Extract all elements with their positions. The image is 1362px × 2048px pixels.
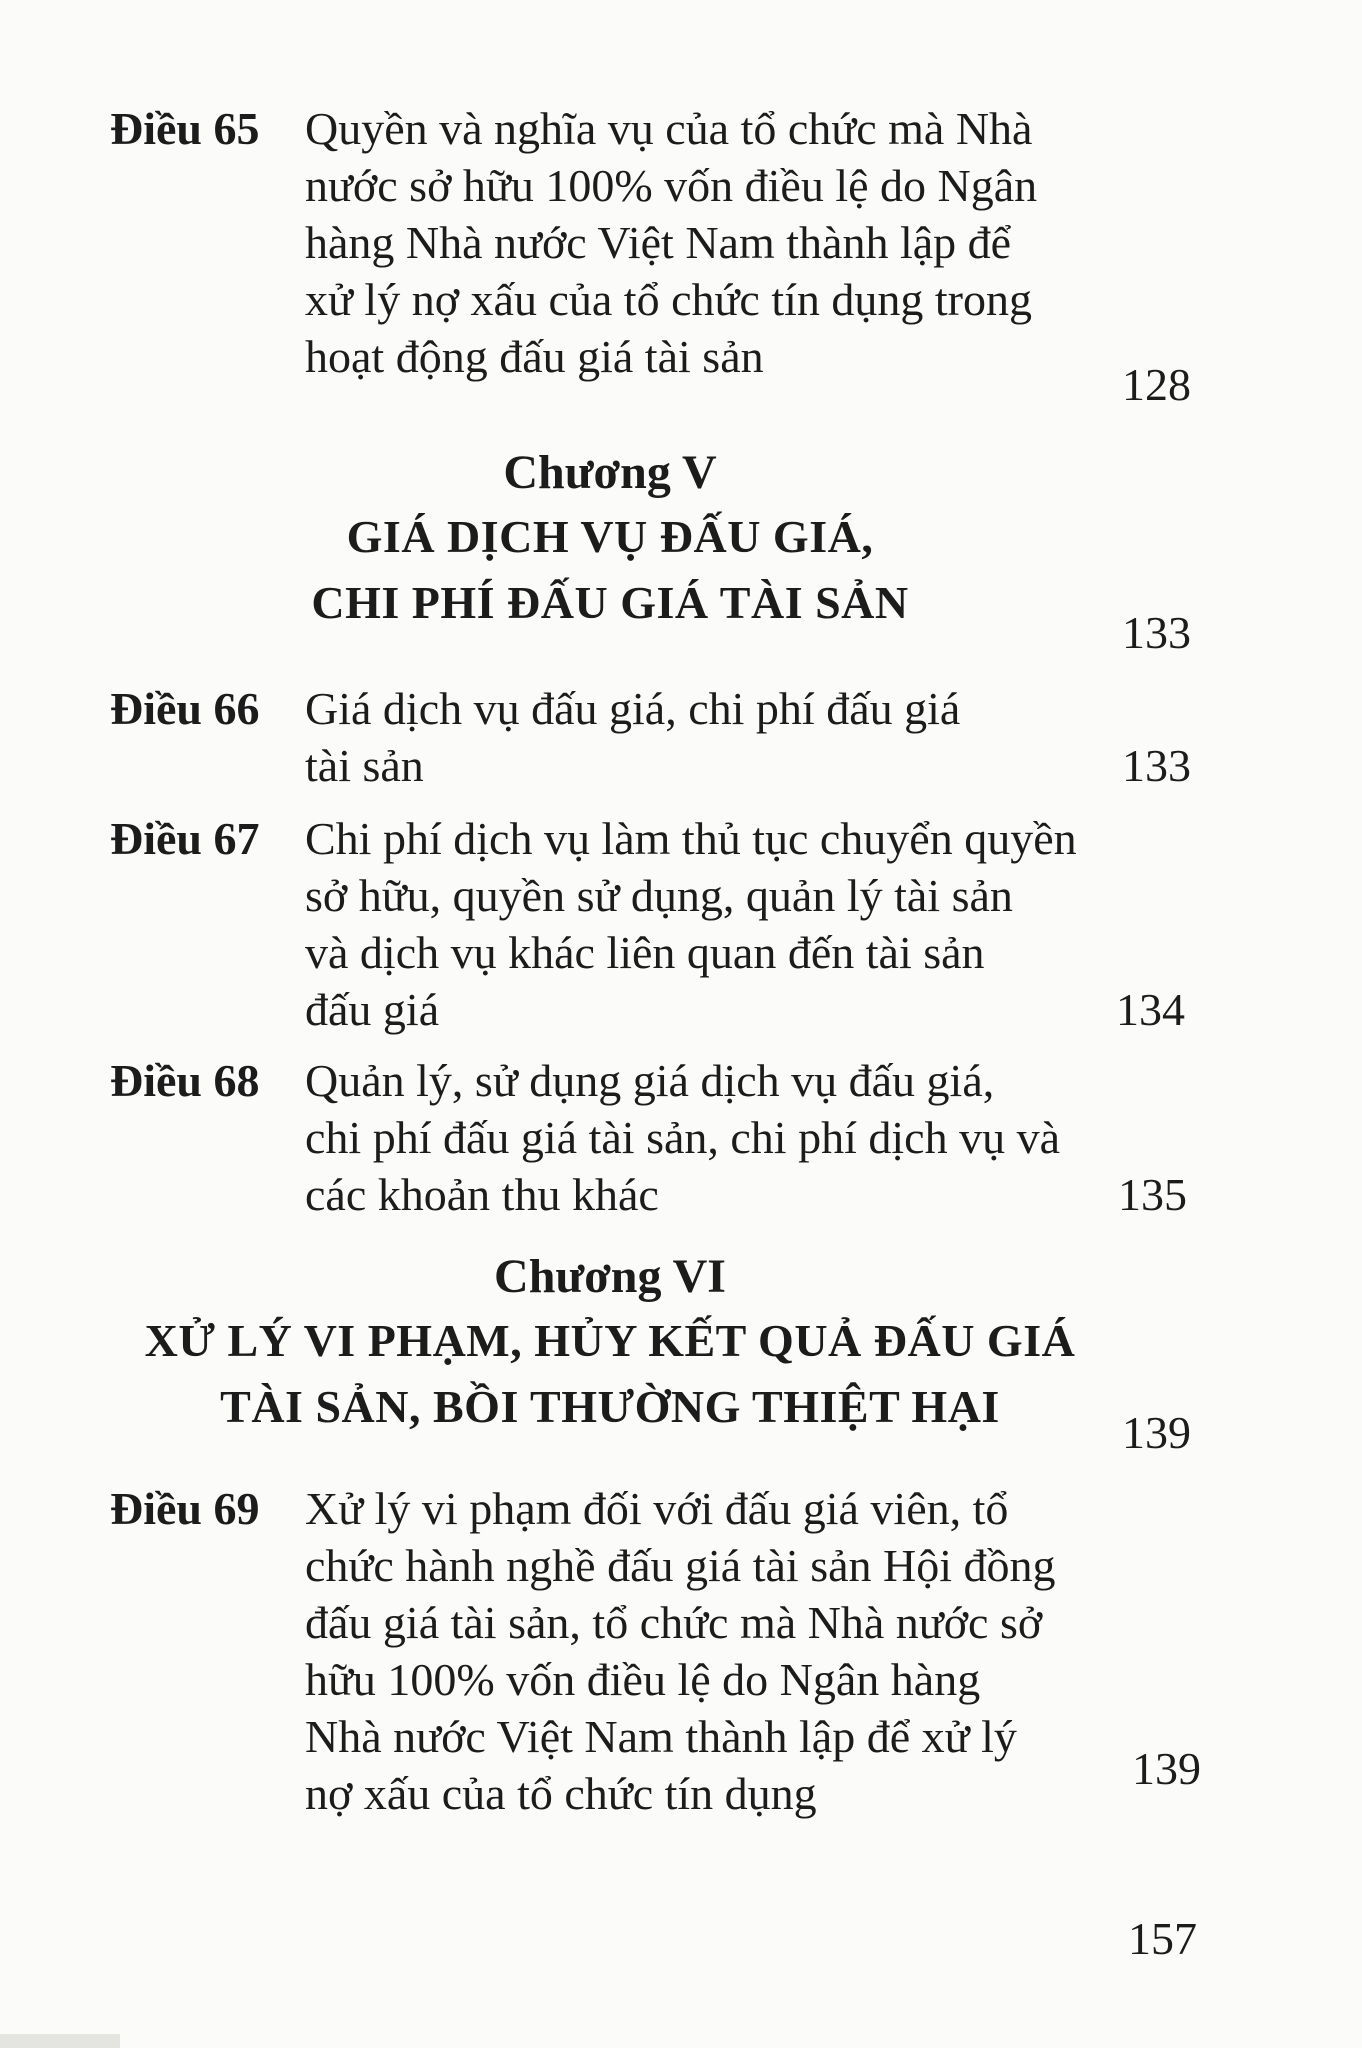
page-number: 128 bbox=[1122, 359, 1191, 410]
article-title-line: hữu 100% vốn điều lệ do Ngân hàng bbox=[305, 1654, 981, 1705]
article-title-line: hoạt động đấu giá tài sản bbox=[305, 331, 764, 382]
scan-edge bbox=[0, 2034, 120, 2048]
article-title-line: Giá dịch vụ đấu giá, chi phí đấu giá bbox=[305, 683, 961, 734]
article-title-line: và dịch vụ khác liên quan đến tài sản bbox=[305, 927, 985, 978]
folio-page-number: 157 bbox=[1128, 1913, 1197, 1964]
article-title bbox=[305, 100, 1120, 385]
article-title-line: hàng Nhà nước Việt Nam thành lập để bbox=[305, 217, 1012, 268]
article-title-line: Nhà nước Việt Nam thành lập để xử lý bbox=[305, 1711, 1017, 1762]
article-title bbox=[305, 680, 1120, 794]
article-title-line: nước sở hữu 100% vốn điều lệ do Ngân bbox=[305, 160, 1038, 211]
article-title-line: Quản lý, sử dụng giá dịch vụ đấu giá, bbox=[305, 1055, 995, 1106]
chapter-page-number: 133 bbox=[1122, 607, 1191, 658]
chapter-heading-5 bbox=[110, 442, 1110, 636]
article-title-line: nợ xấu của tổ chức tín dụng bbox=[305, 1768, 817, 1819]
article-label: Điều 69 bbox=[110, 1483, 260, 1534]
page-number: 135 bbox=[1118, 1169, 1187, 1220]
article-title-line: các khoản thu khác bbox=[305, 1169, 659, 1220]
article-title-line: chi phí đấu giá tài sản, chi phí dịch vụ và bbox=[305, 1112, 1060, 1163]
chapter-number: Chương V bbox=[503, 446, 717, 499]
chapter-title-line: XỬ LÝ VI PHẠM, HỦY KẾT QUẢ ĐẤU GIÁ bbox=[144, 1315, 1076, 1366]
article-title-line: chức hành nghề đấu giá tài sản Hội đồng bbox=[305, 1540, 1056, 1591]
page-number: 133 bbox=[1122, 740, 1191, 791]
page-number: 139 bbox=[1132, 1743, 1201, 1794]
chapter-page-number: 139 bbox=[1122, 1407, 1191, 1458]
article-title-line: tài sản bbox=[305, 740, 424, 791]
article-label: Điều 65 bbox=[110, 103, 260, 154]
chapter-heading-6 bbox=[110, 1246, 1110, 1440]
chapter-title-line: GIÁ DỊCH VỤ ĐẤU GIÁ, bbox=[346, 511, 874, 562]
page-number: 134 bbox=[1116, 984, 1185, 1035]
chapter-title-line: TÀI SẢN, BỒI THƯỜNG THIỆT HẠI bbox=[220, 1381, 1000, 1432]
chapter-title-line: CHI PHÍ ĐẤU GIÁ TÀI SẢN bbox=[311, 577, 909, 628]
article-title bbox=[305, 810, 1120, 1038]
article-title-line: Xử lý vi phạm đối với đấu giá viên, tổ bbox=[305, 1483, 1009, 1534]
article-title bbox=[305, 1052, 1120, 1223]
article-title-line: Quyền và nghĩa vụ của tổ chức mà Nhà bbox=[305, 103, 1033, 154]
article-label: Điều 67 bbox=[110, 813, 260, 864]
article-title bbox=[305, 1480, 1120, 1822]
article-title-line: sở hữu, quyền sử dụng, quản lý tài sản bbox=[305, 870, 1013, 921]
chapter-number: Chương VI bbox=[494, 1250, 726, 1303]
article-title-line: Chi phí dịch vụ làm thủ tục chuyển quyền bbox=[305, 813, 1077, 864]
article-title-line: xử lý nợ xấu của tổ chức tín dụng trong bbox=[305, 274, 1032, 325]
article-title-line: đấu giá bbox=[305, 984, 440, 1035]
article-title-line: đấu giá tài sản, tổ chức mà Nhà nước sở bbox=[305, 1597, 1043, 1648]
article-label: Điều 68 bbox=[110, 1055, 260, 1106]
article-label: Điều 66 bbox=[110, 683, 260, 734]
